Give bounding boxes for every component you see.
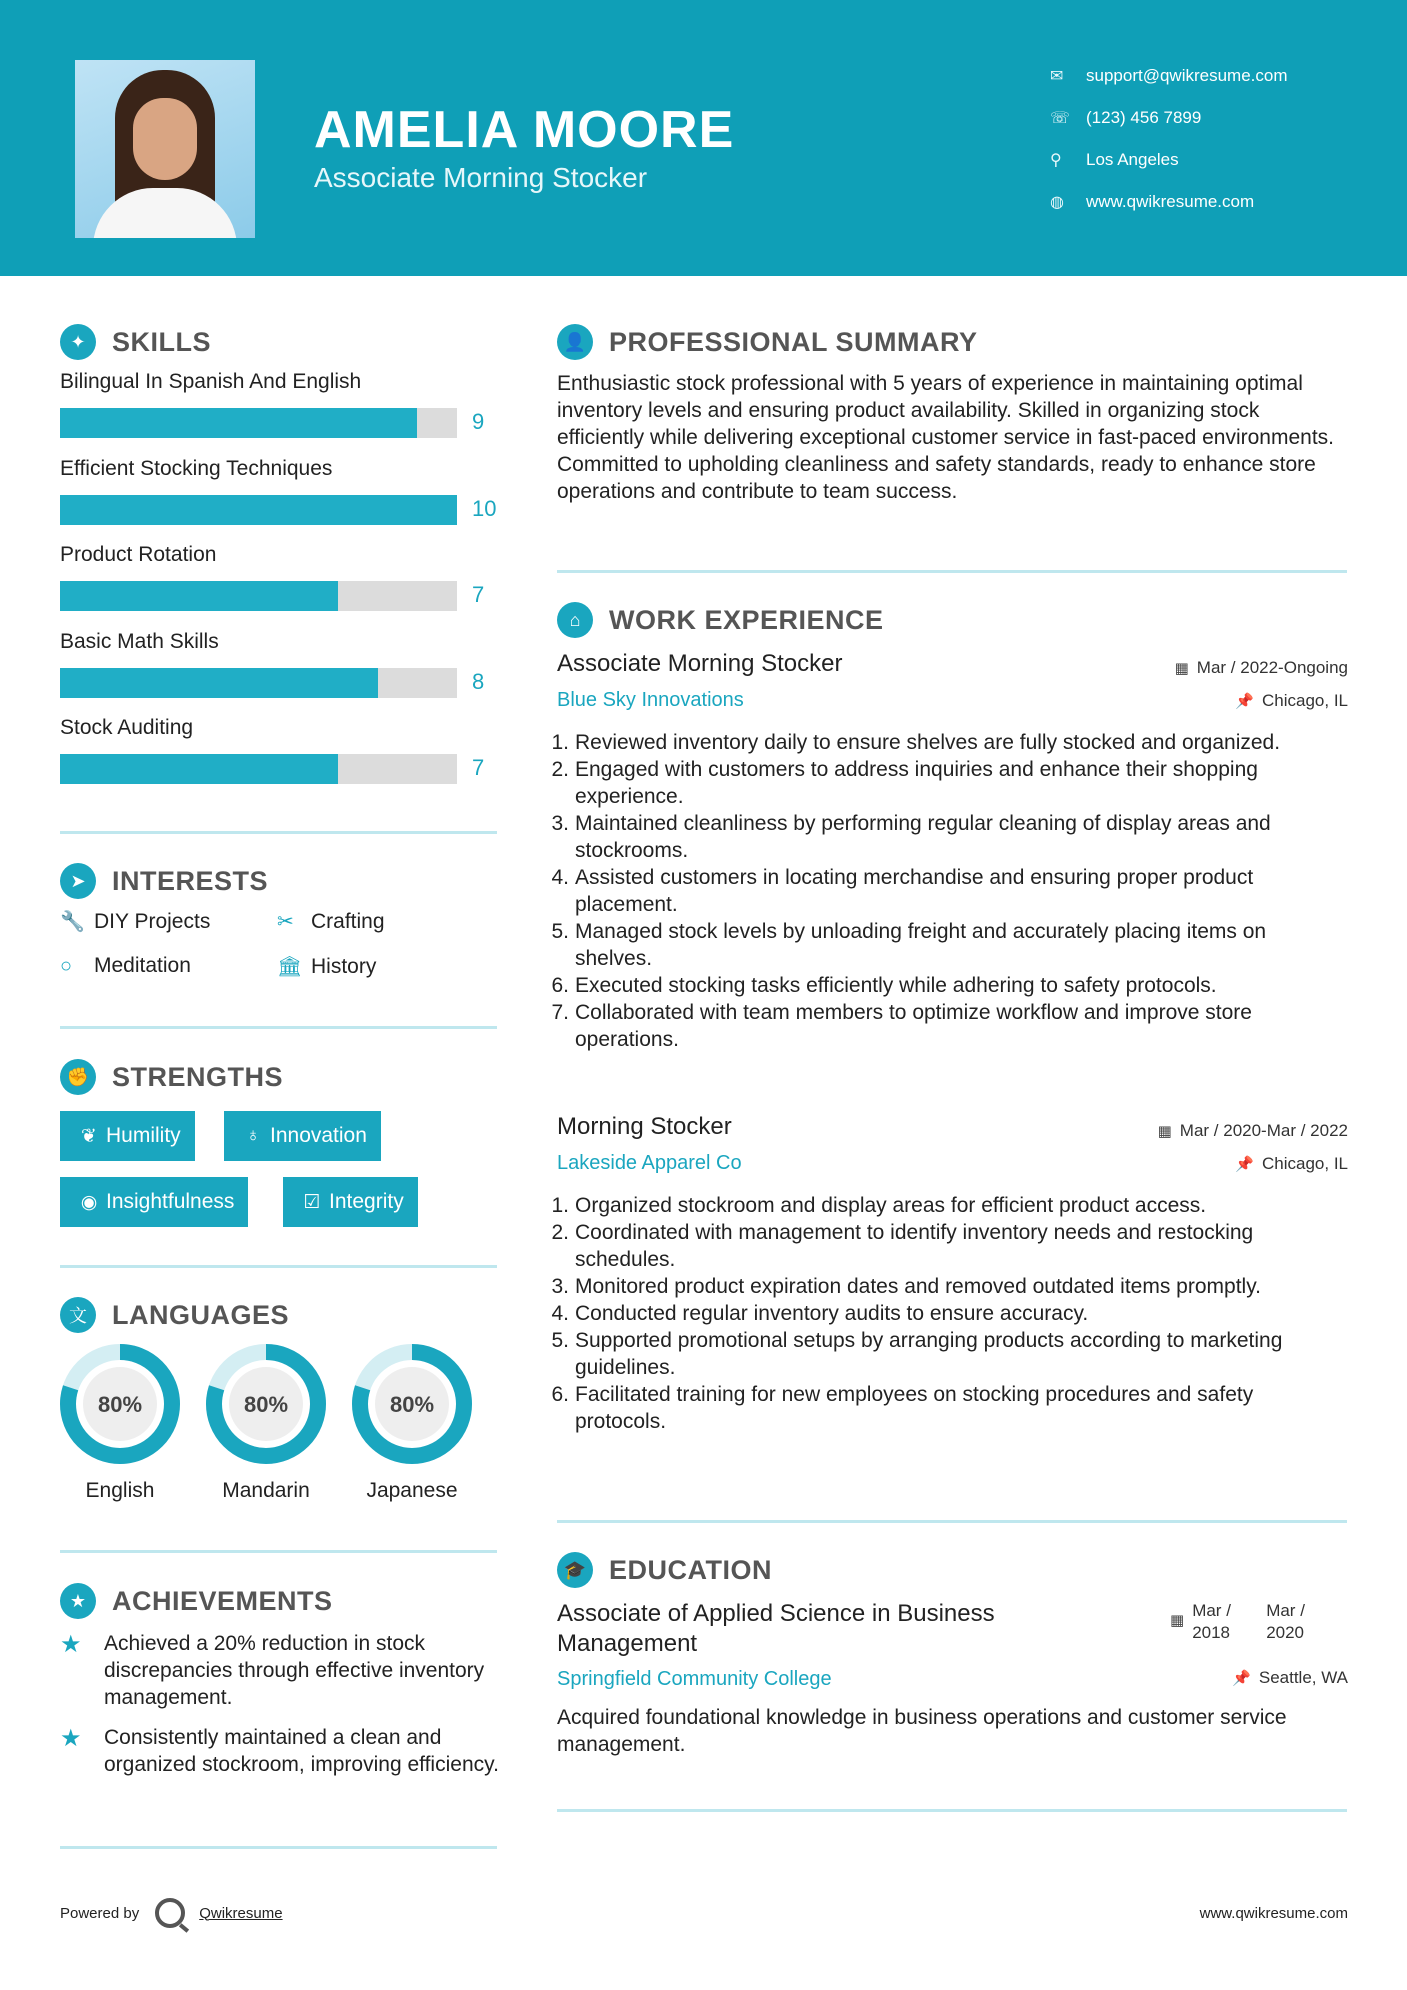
list-item — [551, 1381, 1347, 1435]
header-banner — [0, 0, 1407, 276]
user-icon: 👤 — [557, 324, 593, 360]
language-gauge — [351, 1343, 473, 1465]
contact-website[interactable]: ◍ www.qwikresume.com — [1050, 192, 1255, 211]
pushpin-icon: 📌 — [1232, 1670, 1251, 1687]
divider — [60, 1026, 497, 1029]
list-text: Assisted customers in locating merchandise and ensuring proper product placement. — [575, 866, 1254, 916]
list-number: 7. — [551, 1001, 569, 1024]
job-title: Associate Morning Stocker — [557, 650, 843, 677]
qwikresume-logo-icon — [155, 1898, 185, 1928]
list-text: Facilitated training for new employees on stocking procedures and safety protocols. — [575, 1383, 1254, 1433]
school-name: Springfield Community College — [557, 1668, 832, 1690]
education-heading: 🎓 EDUCATION — [557, 1552, 772, 1588]
list-item — [551, 918, 1347, 972]
footer-brand-link[interactable]: Qwikresume — [199, 1904, 283, 1922]
list-text: Executed stocking tasks efficiently while adhering to safety protocols. — [575, 974, 1217, 997]
skill-value: 9 — [472, 409, 485, 434]
education-description: Acquired foundational knowledge in business operations and customer service management. — [557, 1706, 1287, 1756]
list-number: 5. — [551, 920, 569, 943]
list-text: Managed stock levels by unloading freight and accurately placing items on shelves. — [575, 920, 1267, 970]
language-gauge — [205, 1343, 327, 1465]
list-item — [551, 1300, 1347, 1327]
education-date: ▦ Mar / 2018 Mar / 2020 — [1170, 1601, 1305, 1642]
eye-icon: ◉ — [80, 1191, 98, 1213]
skill-label: Basic Math Skills — [60, 629, 219, 653]
list-item — [551, 1273, 1347, 1300]
summary-text: Enthusiastic stock professional with 5 years of experience in maintaining optimal inventory levels and ensuring product availability. Skilled in organizing stock efficiently while delivering exceptional customer service in fast-paced environments. Committed to upholding cleanliness and safety standards, ready to enhance store operations and contribute to team success. — [557, 372, 1334, 503]
strength-chip: ◉ Insightfulness — [60, 1177, 248, 1227]
interest-item: 🔧 DIY Projects — [60, 909, 211, 933]
star-icon: ★ — [60, 1725, 82, 1752]
job-title: Morning Stocker — [557, 1113, 732, 1140]
list-item — [551, 729, 1347, 756]
strength-chip: ❦ Humility — [60, 1111, 195, 1161]
list-number: 2. — [551, 1221, 569, 1244]
language-label: Japanese — [366, 1479, 458, 1502]
star-badge-icon: ★ — [60, 1583, 96, 1619]
divider — [557, 570, 1347, 573]
list-item — [551, 1192, 1347, 1219]
skills-heading: ✦ SKILLS — [60, 324, 211, 360]
skill-bar-fill — [60, 754, 338, 784]
language-icon: 文 — [60, 1297, 96, 1333]
skill-value: 7 — [472, 755, 485, 780]
achievement-item: ★ Consistently maintained a clean and organized stockroom, improving efficiency. — [60, 1725, 499, 1776]
map-pin-icon: ⚲ — [1050, 152, 1062, 169]
list-number: 5. — [551, 1329, 569, 1352]
interests-heading: ➤ INTERESTS — [60, 863, 268, 899]
job-company: Lakeside Apparel Co — [557, 1152, 742, 1174]
skill-label: Product Rotation — [60, 543, 217, 566]
contact-phone[interactable]: ☏ (123) 456 7899 — [1050, 108, 1202, 127]
skill-bar-fill — [60, 495, 457, 525]
list-item — [551, 810, 1347, 864]
divider — [60, 1265, 497, 1268]
list-number: 1. — [551, 1194, 569, 1217]
list-text: Coordinated with management to identify inventory needs and restocking schedules. — [575, 1221, 1254, 1271]
gauge-percent: 80% — [389, 1392, 435, 1417]
lightbulb-icon: ✦ — [60, 324, 96, 360]
contact-list — [1050, 55, 1288, 223]
list-item — [551, 864, 1347, 918]
footer-powered-by: Powered by Qwikresume — [60, 1898, 283, 1928]
check-square-icon: ☑ — [303, 1191, 321, 1213]
list-number: 1. — [551, 731, 569, 754]
lightbulb-icon: ♁ — [245, 1125, 261, 1146]
paper-plane-icon: ➤ — [60, 863, 96, 899]
job-date: ▦ Mar / 2022-Ongoing — [1174, 658, 1348, 677]
circle-icon: ○ — [60, 954, 73, 977]
divider — [60, 831, 497, 834]
divider — [60, 1846, 497, 1849]
strengths-heading: ✊ STRENGTHS — [60, 1059, 283, 1095]
gauge-percent: 80% — [97, 1392, 143, 1417]
footer-website[interactable]: www.qwikresume.com — [1199, 1905, 1348, 1922]
list-item — [551, 756, 1347, 810]
skill-bar — [60, 581, 457, 611]
list-text: Reviewed inventory daily to ensure shelves are fully stocked and organized. — [575, 731, 1281, 754]
chair-icon: ⌂ — [557, 602, 593, 638]
calendar-icon: ▦ — [1170, 1612, 1185, 1629]
list-number: 3. — [551, 812, 569, 835]
graduate-icon: 🎓 — [557, 1552, 593, 1588]
education-location: 📌 Seattle, WA — [1232, 1668, 1348, 1687]
list-number: 6. — [551, 1383, 569, 1406]
candidate-title: Associate Morning Stocker — [314, 162, 648, 193]
skill-bar — [60, 495, 457, 525]
list-text: Supported promotional setups by arranging products according to marketing guidelines. — [575, 1329, 1283, 1379]
language-gauge — [59, 1343, 181, 1465]
skill-bar-fill — [60, 408, 417, 438]
skill-value: 10 — [472, 495, 497, 521]
achievements-heading: ★ ACHIEVEMENTS — [60, 1583, 333, 1619]
list-number: 4. — [551, 866, 569, 889]
calendar-icon: ▦ — [1157, 1123, 1172, 1140]
degree-title: Associate of Applied Science in Business Management — [557, 1600, 995, 1657]
skill-value: 8 — [472, 668, 485, 694]
list-number: 6. — [551, 974, 569, 997]
list-number: 4. — [551, 1302, 569, 1325]
list-item — [551, 999, 1347, 1053]
list-text: Engaged with customers to address inquiries and enhance their shopping experience. — [575, 758, 1258, 808]
skill-bar-fill — [60, 581, 338, 611]
gauge-percent: 80% — [243, 1392, 289, 1417]
skill-label: Efficient Stocking Techniques — [60, 456, 333, 480]
job-location: 📌 Chicago, IL — [1235, 1154, 1348, 1173]
leaf-icon: ❦ — [81, 1125, 97, 1147]
list-text: Conducted regular inventory audits to ensure accuracy. — [575, 1302, 1089, 1325]
skill-bar — [60, 408, 457, 438]
list-item — [551, 1327, 1347, 1381]
job-date: ▦ Mar / 2020-Mar / 2022 — [1157, 1121, 1348, 1140]
achievement-item: ★ Achieved a 20% reduction in stock discrepancies through effective inventory management. — [60, 1631, 485, 1709]
list-text: Monitored product expiration dates and removed outdated items promptly. — [575, 1275, 1261, 1298]
job-company: Blue Sky Innovations — [557, 689, 744, 711]
language-label: Mandarin — [222, 1479, 310, 1502]
skill-label: Stock Auditing — [60, 716, 194, 739]
list-text: Collaborated with team members to optimize workflow and improve store operations. — [575, 1001, 1252, 1051]
skill-value: 7 — [472, 582, 485, 607]
skill-bar-fill — [60, 668, 378, 698]
star-icon: ★ — [60, 1631, 82, 1658]
interest-item: ○ Meditation — [60, 954, 191, 977]
divider — [557, 1809, 1347, 1812]
pushpin-icon: 📌 — [1235, 1156, 1254, 1173]
job-bullets — [551, 1192, 1347, 1435]
candidate-name: AMELIA MOORE — [314, 101, 735, 159]
phone-icon: ☏ — [1050, 110, 1071, 127]
strength-chip: ☑ Integrity — [283, 1177, 418, 1227]
contact-location: ⚲ Los Angeles — [1050, 150, 1179, 169]
divider — [60, 1550, 497, 1553]
list-item — [551, 1219, 1347, 1273]
contact-email[interactable]: ✉ support@qwikresume.com — [1050, 66, 1288, 85]
skill-bar — [60, 754, 457, 784]
pushpin-icon: 📌 — [1235, 693, 1254, 710]
list-text: Organized stockroom and display areas for efficient product access. — [575, 1194, 1207, 1217]
globe-icon: ◍ — [1050, 194, 1064, 211]
profile-photo — [75, 60, 255, 238]
languages-heading: 文 LANGUAGES — [60, 1297, 289, 1333]
wrench-icon: 🔧 — [60, 911, 85, 933]
skill-bar — [60, 668, 457, 698]
interest-item: 🏛 History — [277, 954, 377, 978]
skill-label: Bilingual In Spanish And English — [60, 370, 362, 393]
summary-heading: 👤 PROFESSIONAL SUMMARY — [557, 324, 978, 360]
fist-icon: ✊ — [60, 1059, 96, 1095]
job-bullets — [551, 729, 1347, 1053]
museum-icon: 🏛 — [277, 956, 303, 978]
job-location: 📌 Chicago, IL — [1235, 691, 1348, 710]
list-text: Maintained cleanliness by performing regular cleaning of display areas and stockrooms. — [575, 812, 1271, 862]
list-item — [551, 972, 1347, 999]
strength-chip: ♁ Innovation — [224, 1111, 381, 1161]
list-number: 3. — [551, 1275, 569, 1298]
divider — [557, 1520, 1347, 1523]
experience-heading: ⌂ WORK EXPERIENCE — [557, 602, 884, 638]
language-label: English — [85, 1479, 155, 1502]
list-number: 2. — [551, 758, 569, 781]
calendar-icon: ▦ — [1174, 660, 1189, 677]
envelope-icon: ✉ — [1050, 68, 1064, 85]
scissors-icon: ✂ — [277, 911, 294, 933]
interest-item: ✂ Crafting — [277, 909, 385, 933]
